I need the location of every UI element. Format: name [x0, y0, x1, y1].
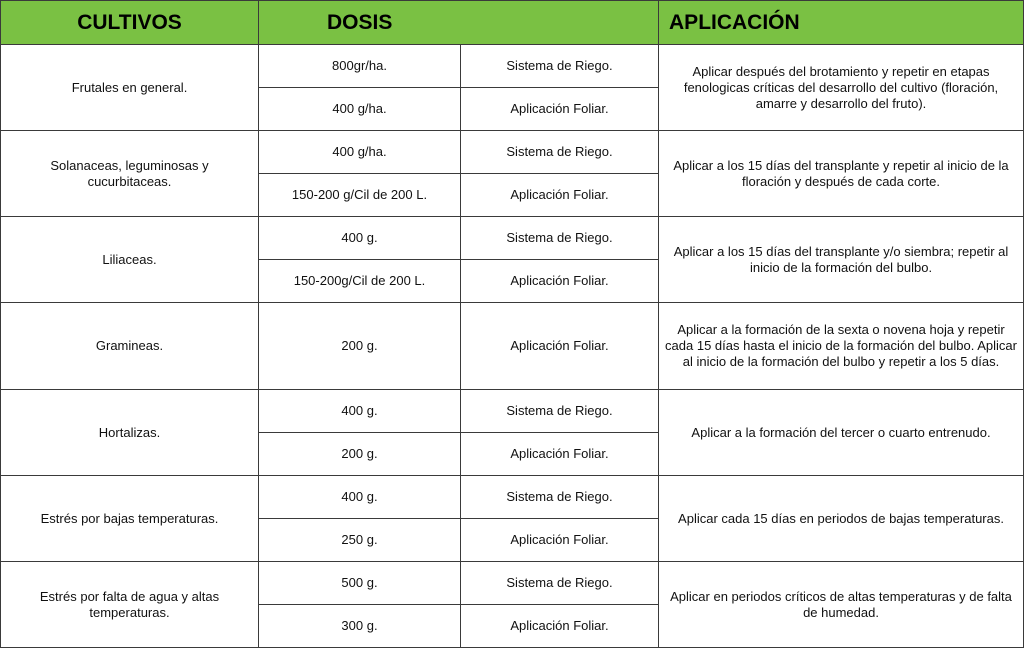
- dosis-cell: 800gr/ha.: [259, 45, 461, 88]
- metodo-cell: Sistema de Riego.: [461, 390, 659, 433]
- header-aplicacion-label: APLICACIÓN: [669, 10, 800, 34]
- header-aplicacion: [659, 1, 1024, 45]
- metodo-cell: Sistema de Riego.: [461, 217, 659, 260]
- metodo-cell: Aplicación Foliar.: [461, 303, 659, 390]
- dosis-cell: 400 g.: [259, 390, 461, 433]
- table-row: [1, 217, 1024, 260]
- metodo-cell: Aplicación Foliar.: [461, 174, 659, 217]
- metodo-cell: Sistema de Riego.: [461, 562, 659, 605]
- dosis-cell: 150-200g/Cil de 200 L.: [259, 260, 461, 303]
- aplicacion-cell: Aplicar a la formación del tercer o cuarto entrenudo.: [659, 390, 1024, 476]
- table-row: [1, 562, 1024, 605]
- dosis-cell: 300 g.: [259, 605, 461, 648]
- cultivo-cell: Hortalizas.: [1, 390, 259, 476]
- cultivo-cell: Liliaceas.: [1, 217, 259, 303]
- metodo-cell: Sistema de Riego.: [461, 131, 659, 174]
- metodo-cell: Sistema de Riego.: [461, 476, 659, 519]
- aplicacion-cell: Aplicar cada 15 días en periodos de bajas temperaturas.: [659, 476, 1024, 562]
- dosis-cell: 400 g/ha.: [259, 88, 461, 131]
- dosis-cell: 200 g.: [259, 303, 461, 390]
- header-row: [1, 1, 1024, 45]
- header-cultivos: CULTIVOS: [1, 1, 259, 45]
- dosis-cell: 200 g.: [259, 433, 461, 476]
- dosis-cell: 400 g.: [259, 476, 461, 519]
- aplicacion-cell: Aplicar a la formación de la sexta o novena hoja y repetir cada 15 días hasta el inicio de la formación del bulbo. Aplicar al inicio de la formación del bulbo y repetir a los 5 días.: [659, 303, 1024, 390]
- metodo-cell: Aplicación Foliar.: [461, 605, 659, 648]
- metodo-cell: Aplicación Foliar.: [461, 88, 659, 131]
- cultivo-cell: Gramineas.: [1, 303, 259, 390]
- metodo-cell: Aplicación Foliar.: [461, 519, 659, 562]
- metodo-cell: Aplicación Foliar.: [461, 433, 659, 476]
- aplicacion-cell: Aplicar después del brotamiento y repetir en etapas fenologicas críticas del desarrollo del cultivo (floración, amarre y desarrollo del fruto).: [659, 45, 1024, 131]
- cultivo-cell: Frutales en general.: [1, 45, 259, 131]
- table-row: [1, 390, 1024, 433]
- metodo-cell: Sistema de Riego.: [461, 45, 659, 88]
- dosis-cell: 250 g.: [259, 519, 461, 562]
- table-row: [1, 303, 1024, 390]
- table-row: [1, 476, 1024, 519]
- cultivo-cell: Estrés por falta de agua y altas temperaturas.: [1, 562, 259, 648]
- aplicacion-cell: Aplicar a los 15 días del transplante y repetir al inicio de la floración y después de cada corte.: [659, 131, 1024, 217]
- header-dosis-label: DOSIS: [327, 10, 393, 34]
- dosis-cell: 150-200 g/Cil de 200 L.: [259, 174, 461, 217]
- dosis-cell: 500 g.: [259, 562, 461, 605]
- cultivo-cell: Solanaceas, leguminosas y cucurbitaceas.: [1, 131, 259, 217]
- aplicacion-cell: Aplicar a los 15 días del transplante y/o siembra; repetir al inicio de la formación del bulbo.: [659, 217, 1024, 303]
- dosis-cell: 400 g/ha.: [259, 131, 461, 174]
- cultivo-cell: Estrés por bajas temperaturas.: [1, 476, 259, 562]
- dosis-cell: 400 g.: [259, 217, 461, 260]
- metodo-cell: Aplicación Foliar.: [461, 260, 659, 303]
- header-dosis: [259, 1, 659, 45]
- aplicacion-cell: Aplicar en periodos críticos de altas temperaturas y de falta de humedad.: [659, 562, 1024, 648]
- table-row: [1, 45, 1024, 88]
- table-row: [1, 131, 1024, 174]
